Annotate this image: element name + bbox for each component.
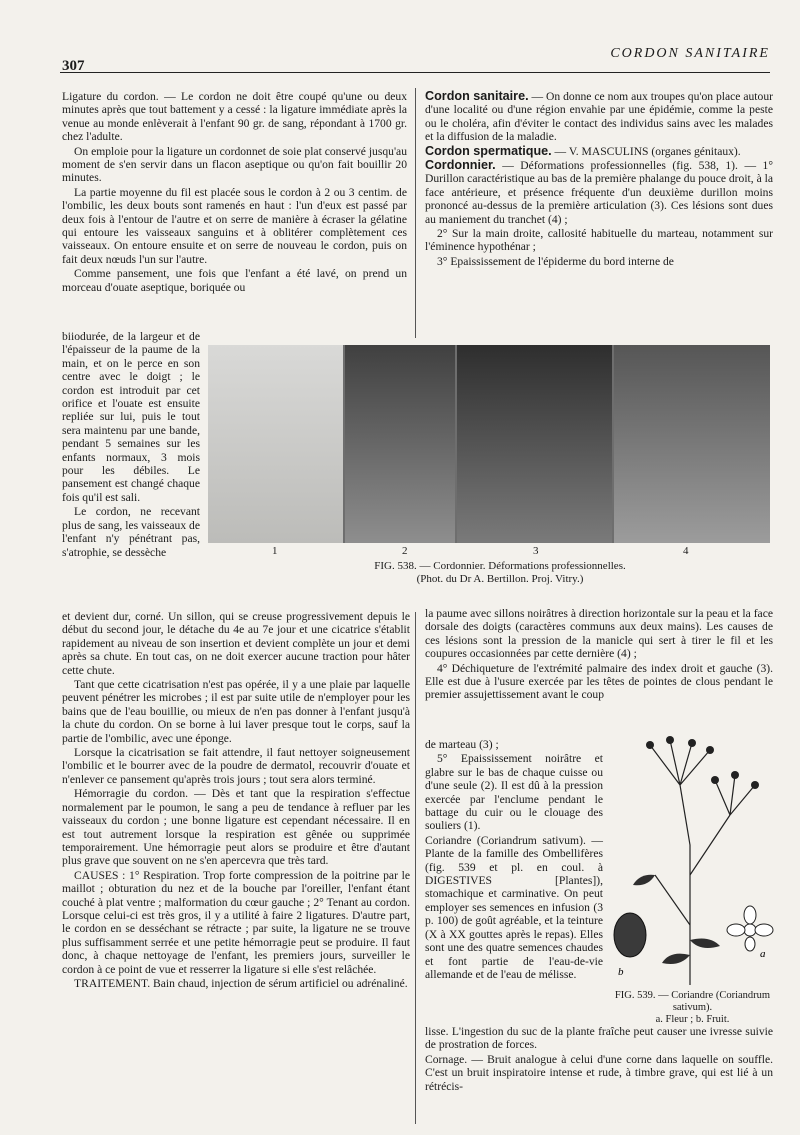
column-divider: [415, 88, 416, 338]
photo-hand-with-tool: [614, 345, 770, 543]
paragraph: de marteau (3) ;: [425, 738, 499, 751]
left-column-narrow: [62, 330, 200, 560]
figure-number: 2: [402, 545, 408, 557]
entry-text: — Déformations professionnelles (fig. 538, 1). — 1° Durillon caractéristique au bas de la première phalange du pouce droit, à la face antérieure, et présence fréquente d'un deuxième durillon moins prononcé au-dessus de la première articulation (3). Ces lésions sont dues au maniement du tranchet (4) ;: [425, 159, 773, 226]
entry-cordonnier: [425, 159, 773, 226]
entry-text: 2° Sur la main droite, callosité habituelle du marteau, notamment sur l'éminence hypothénar ;: [425, 227, 773, 254]
entry-cordon-spermatique: [425, 145, 773, 158]
figure-number: 3: [533, 545, 539, 557]
paragraph: Comme pansement, une fois que l'enfant a été lavé, on prend un morceau d'ouate aseptique, boriquée ou: [62, 267, 407, 294]
paragraph-ligature: Ligature du cordon. — Le cordon ne doit être coupé qu'une ou deux minutes après que tout battement y a cessé : la ligature immédiate après la venue au monde enlèverait à l'enfant 90 gr. de sang, répondant à 1700 gr. chez l'adulte.: [62, 90, 407, 144]
entry-heading: Cordon spermatique.: [425, 143, 552, 158]
entry-text: — V. MASCULINS (organes génitaux).: [551, 144, 741, 158]
entry-text: — On donne ce nom aux troupes qu'on place autour d'une localité ou d'une région envahie par une épidémie, comme la peste ou le choléra, afin d'éviter le contact des individus sains avec les malades et la diffusion de la maladie.: [425, 90, 773, 144]
figure-538: [208, 345, 770, 543]
figure-number: 1: [272, 545, 278, 557]
paragraph: biiodurée, de la largeur et de l'épaisseur de la paume de la main, et on le perce en son centre avec le doigt ; le cordon est introduit par cet orifice et l'ouate est ensuite repliée sur lui, puis le tout sera maintenu par une bande, pendant 5 semaines sur les enfants normaux, 3 mois pour les débiles. Le pansement est changé chaque fois qu'il est sali.: [62, 330, 200, 504]
paragraph: La partie moyenne du fil est placée sous le cordon à 2 ou 3 centim. de l'ombilic, les deux bouts sont ramenés en haut : l'un d'eux est passé par deux fois à l'entour de l'autre et on serre de manière à écraser la gélatine qui entoure les vaisseaux sanguins et à oblitérer complètement ces vaisseaux. On entoure ensuite et on serre de nouveau le cordon, puis on fait deux nœuds l'un sur l'autre.: [62, 185, 407, 266]
paragraph: la paume avec sillons noirâtres à direction horizontale sur la peau et la face dorsale des doigts (caractères communs aux deux mains). Les causes de ces lésions sont la pression de la manicle qui sert à tirer le fil et les coupures occasionnées par cette dernière (4) ;: [425, 607, 773, 661]
entry-heading: Cordon sanitaire.: [425, 89, 529, 103]
header-rule: [60, 72, 770, 73]
paragraph-hemorragie: Hémorragie du cordon. — Dès et tant que la respiration s'effectue normalement par le poumon, le sang a peu de tendance à refluer par les vaisseaux du cordon ; une bonne ligature est cependant nécessaire. Il en est tout autrement lorsque la respiration est gênée ou supprimée temporairement. Une hémorragie peut alors se produire et être d'autant plus grave que souvent on ne s'en apercevra que très tard.: [62, 787, 410, 868]
caption-title: FIG. 538. — Cordonnier. Déformations professionnelles.: [374, 560, 626, 572]
paragraph: et devient dur, corné. Un sillon, qui se creuse progressivement depuis le début du second jour, le détache du 4e au 7e jour et une cicatrice s'établit rapidement au niveau de son insertion et devient complète un jour et demi après sa chute. En tout cas, on ne doit exercer aucune traction pour hâter cette chute.: [62, 610, 410, 677]
paragraph: lisse. L'ingestion du suc de la plante fraîche peut causer une ivresse suivie de prostration de forces.: [425, 1025, 773, 1052]
paragraph: 5° Epaississement noirâtre et glabre sur le bas de chaque cuisse ou d'une seule (2). Il est dû à la pression exercée par l'enclume pendant le battage du cuir ou le clouage des souliers (1).: [425, 752, 603, 833]
caption-legend: a. Fleur ; b. Fruit.: [655, 1014, 730, 1025]
page-number: 307: [62, 58, 85, 74]
right-column-bottom: [425, 1025, 773, 1094]
left-column-bottom: [62, 610, 410, 991]
figure-number: 4: [683, 545, 689, 557]
paragraph: Le cordon, ne recevant plus de sang, les vaisseaux de l'enfant n'y pénétrant pas, s'atrophie, se dessèche: [62, 505, 200, 559]
paragraph: Tant que cette cicatrisation n'est pas opérée, il y a une plaie par laquelle peuvent pénétrer les microbes ; il est par suite utile de n'employer pour les bains que de l'eau bouillie, ou mieux de n'en pas donner à l'enfant jusqu'à la chute du cordon. On se borne à lui laver presque tout le corps, sauf la partie de l'ombilic, avec une éponge.: [62, 678, 410, 745]
paragraph: 4° Déchiqueture de l'extrémité palmaire des index droit et gauche (3). Elle est due à l'usure exercée par les têtes de pointes de clous pendant le premier assujettissement avant le coup: [425, 661, 773, 702]
entry-heading: Cordonnier.: [425, 158, 496, 173]
photo-palm: [457, 345, 612, 543]
left-column-top: [62, 90, 407, 295]
flower-icon: [727, 906, 773, 951]
paragraph: [425, 255, 773, 268]
entry-coriandre: Coriandre (Coriandrum sativum). — Plante de la famille des Ombellifères (fig. 539 et pl. en coul. à DIGESTIVES [Plantes]), stomachique et carminative. On peut employer ses semences en infusion (3 p. 100) de goût agréable, et la teinture (X à XX gouttes après le repas). Elles sont une des quatre semences chaudes et font partie de l'eau-de-vie allemande et de l'eau de mélisse.: [425, 833, 603, 981]
label-a: a: [760, 948, 766, 960]
paragraph: Lorsque la cicatrisation se fait attendre, il faut nettoyer soigneusement l'ombilic et le bourrer avec de la poudre de dermatol, recouvrir d'ouate et n'enlever ce pansement qu'après trois jours ; tout sera alors terminé.: [62, 746, 410, 786]
right-column-top: [425, 90, 773, 269]
entry-cornage: Cornage. — Bruit analogue à celui d'une corne dans laquelle on souffle. C'est un bruit inspiratoire intense et rude, à timbre grave, qui est lié à un rétrécis-: [425, 1052, 773, 1093]
right-column-mid: [425, 607, 773, 703]
photo-thigh: [345, 345, 455, 543]
caption-credit: (Phot. du Dr A. Bertillon. Proj. Vitry.): [416, 573, 584, 585]
branch: [690, 815, 730, 875]
entry-text: 3° Epaississement de l'épiderme du bord interne de: [437, 254, 674, 268]
paragraph-causes: CAUSES : 1° Respiration. Trop forte compression de la poitrine par le maillot ; obturation du nez et de la bouche par l'oreiller, l'enfant étant couché à plat ventre ; malformation du cœur gauche ; 2° Tenant au cordon. Lorsque celui-ci est très gros, il y a utilité à faire 2 ligatures. D'autre part, le cordon en se desséchant se rétracte ; par suite, la ligature ne se trouve plus suffisamment serrée et une petite hémorragie peut se produire. Il faut donc, à chaque nettoyage de l'enfant, les premiers jours, surveiller le cordon à ce point de vue et resserrer la ligature si elle s'est relâchée.: [62, 868, 410, 976]
caption-title: FIG. 539. — Coriandre (Coriandrum sativum).: [614, 990, 771, 1013]
coriander-illustration: [610, 725, 775, 990]
fruit-icon: [614, 913, 646, 957]
paragraph-traitement: TRAITEMENT. Bain chaud, injection de sérum artificiel ou adrénaliné.: [74, 976, 408, 990]
right-column-narrow: [425, 738, 603, 982]
figure-538-caption: [315, 560, 685, 586]
label-b: b: [618, 966, 624, 978]
branch: [655, 875, 690, 925]
umbel-rays: [715, 775, 755, 815]
photo-shoemaker-seated: [208, 345, 343, 543]
paragraph: [425, 227, 773, 254]
paragraph: On emploie pour la ligature un cordonnet de soie plat conservé jusqu'au moment de s'en servir dans un flacon aseptique ou qu'on fait bouillir 20 minutes.: [62, 144, 407, 185]
running-head: CORDON SANITAIRE: [610, 46, 770, 61]
umbel-rays: [650, 740, 710, 785]
entry-cordon-sanitaire: [425, 90, 773, 144]
figure-539-caption: [610, 990, 775, 1026]
column-divider-lower: [415, 612, 416, 1124]
